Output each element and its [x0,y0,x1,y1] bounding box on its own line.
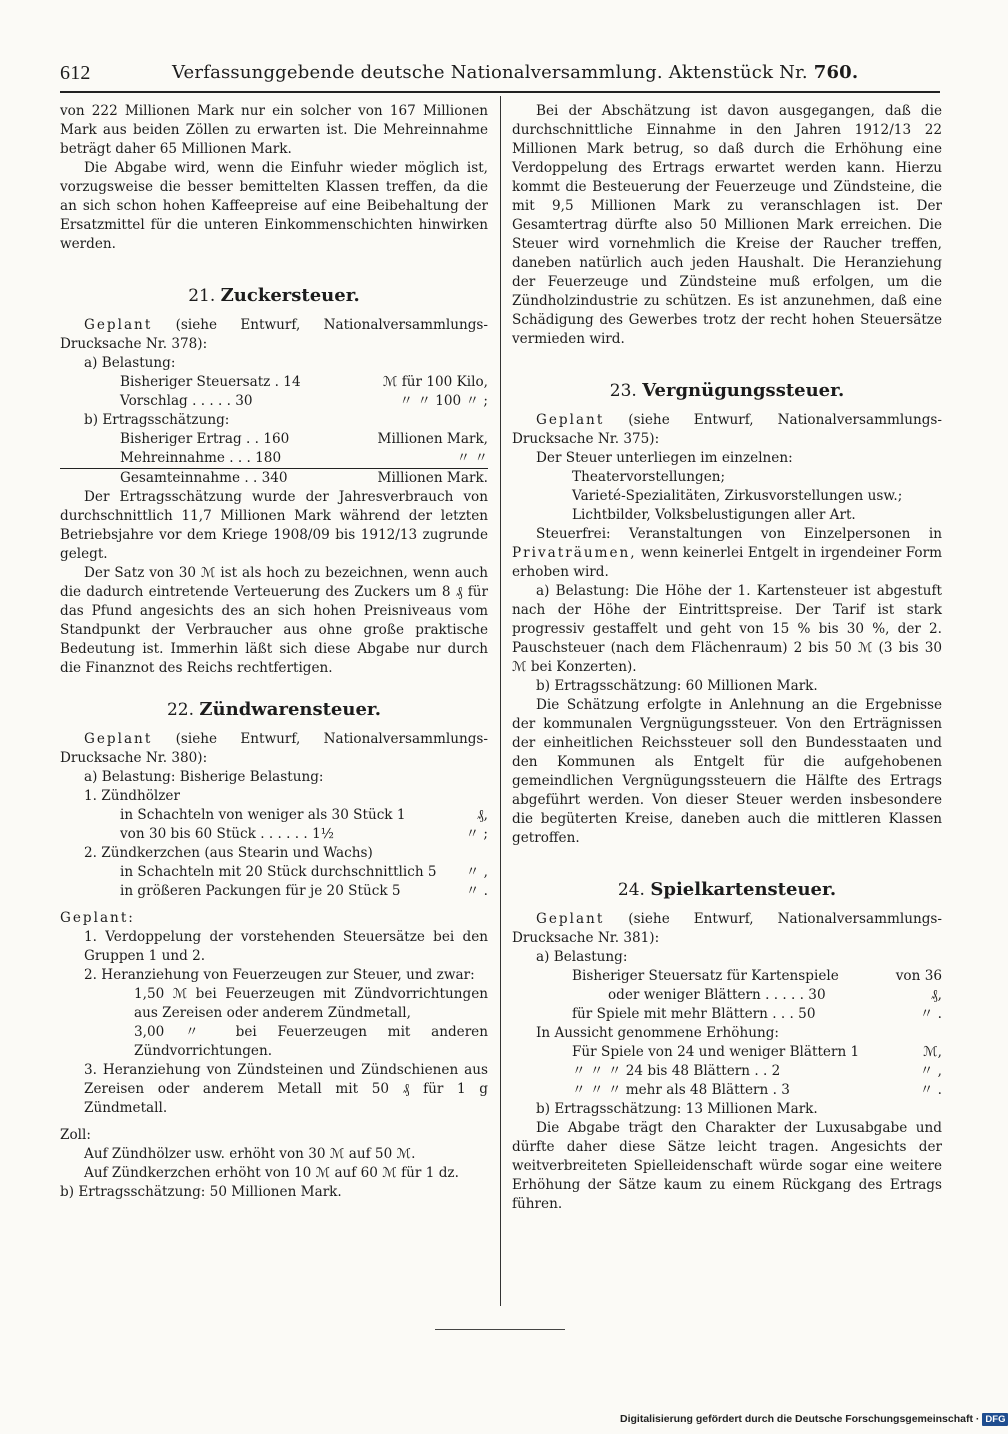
list-item: Lichtbilder, Volksbelustigungen aller Art. [572,507,856,523]
rate-row: in größeren Packungen für je 20 Stück 5 〃 . [120,883,488,899]
label: In Aussicht genommene Erhöhung: [536,1025,780,1041]
paragraph: Bei der Abschätzung ist davon ausgegangen, daß die durchschnittliche Einnahme in den Jahren 1912/13 22 Millionen Mark betrug, so daß durch die Erhöhung eine Verdoppelung des Ertrags erwartet werden kann. Hierzu kommt die Besteuerung der Feuerzeuge und Zündsteine, die mit 9,5 Millionen Mark zu veranschlagen ist. Der Gesamtertrag dürfte also 50 Millionen Mark erreichen. Die Steuer wird vornehmlich die Kreise der Raucher treffen, daneben natürlich auch jeden Haushalt. Die Heranziehung der Feuerzeuge und Zündsteine muß erfolgen, um die Zündholzindustrie zu schützen. Es ist anzunehmen, daß eine Schädigung des Gewerbes trotz der recht hohen Steuersätze vermieden wird. [512,103,942,347]
estimate-row: Mehreinnahme . . . 180 〃 〃 [60,449,488,469]
header-rule [60,91,940,93]
rate-row: 〃 〃 〃 mehr als 48 Blättern . 3 〃 . [572,1082,942,1098]
paragraph: von 222 Millionen Mark nur ein solcher von 167 Millionen Mark aus beiden Zöllen zu erwarten ist. Die Mehreinnahme beträgt daher 65 Millionen Mark. [60,103,488,157]
list-item: 3. Heranziehung von Zündsteinen und Zündschienen aus Zereisen oder anderem Metall mit 50 ₰ für 1 g Zündmetall. [84,1062,488,1116]
rate-row: in Schachteln mit 20 Stück durchschnittlich 5 〃 , [120,864,488,880]
label: b) Ertragsschätzung: 50 Millionen Mark. [60,1184,342,1200]
label: b) Ertragsschätzung: [84,412,230,428]
list-item: Auf Zündhölzer usw. erhöht von 30 ℳ auf 50 ℳ. [84,1146,416,1162]
rate-row: Bisheriger Steuersatz . 14 ℳ für 100 Kilo, [120,374,488,390]
paragraph: Der Satz von 30 ℳ ist als hoch zu bezeichnen, wenn auch die dadurch eintretende Verteuerung des Zuckers um 8 ₰ für das Pfund angesichts des an sich hohen Preisniveaus vom Standpunkt der Verbraucher aus ohne große praktische Bedeutung ist. Immerhin läßt sich diese Abgabe nur durch die Finanznot des Reichs rechtfertigen. [60,565,488,676]
label: Geplant: [60,910,135,926]
planned-line: Geplant (siehe Entwurf, Nationalversammlungs-Drucksache Nr. 375): [512,412,942,447]
list-subitem: 1,50 ℳ bei Feuerzeugen mit Zündvorrichtungen aus Zereisen oder anderem Zündmetall, [134,986,488,1021]
dfg-logo: DFG [982,1413,1008,1426]
planned-line: Geplant (siehe Entwurf, Nationalversammlungs-Drucksache Nr. 380): [60,731,488,766]
rate-row: Vorschlag . . . . . 30 〃 〃 100 〃 ; [120,393,488,409]
section-heading-24: 24. Spielkartensteuer. [617,879,837,900]
list-item: Auf Zündkerzchen erhöht von 10 ℳ auf 60 ℳ für 1 dz. [84,1165,459,1181]
paragraph: Die Abgabe wird, wenn die Einfuhr wieder möglich ist, vorzugsweise die besser bemittelten Klassen treffen, da die an sich schon hohen Kaffeepreise auf eine Beibehaltung der Ersatzmittel für die unteren Einkommenschichten hinwirken werden. [60,160,488,252]
planned-line: Geplant (siehe Entwurf, Nationalversammlungs-Drucksache Nr. 381): [512,911,942,946]
left-column [60,102,488,1202]
rate-row: Für Spiele von 24 und weniger Blättern 1 ℳ, [572,1044,942,1060]
column-divider [500,96,501,1306]
paragraph: a) Belastung: Die Höhe der 1. Kartensteuer ist abgestuft nach der Höhe der Eintrittspreise. Der Tarif ist stark progressiv gestaffelt und geht von 15 % bis 30 %, der 2. Pauschsteuer (nach dem Flächenraum) 2 bis 50 ℳ (3 bis 30 ℳ bei Konzerten). [512,583,942,675]
list-item: 2. Heranziehung von Feuerzeugen zur Steuer, und zwar: [84,967,475,983]
list-item: Theatervorstellungen; [572,469,726,485]
section-heading-21: 21. Zuckersteuer. [188,285,360,306]
estimate-total-row: Gesamteinnahme . . 340 Millionen Mark. [120,470,488,486]
paragraph: Die Schätzung erfolgte in Anlehnung an die Ergebnisse der kommunalen Vergnügungssteuer. Von den Erträgnissen der einheitlichen Reichssteuer soll den Bundesstaaten und den Kommunen als Entgelt für die aufgehobenen gemeindlichen Vergnügungssteuern die Hälfte des Ertrags abgeführt werden. Von dieser Steuer werden insbesondere die begüterten Kreise, daneben auch die mittleren Klassen getroffen. [512,697,942,846]
rate-row: für Spiele mit mehr Blättern . . . 50 〃 . [572,1006,942,1022]
estimate-row: Bisheriger Ertrag . . 160 Millionen Mark, [120,431,488,447]
section-heading-23: 23. Vergnügungssteuer. [609,380,845,401]
paragraph: Die Abgabe trägt den Charakter der Luxusabgabe und dürfte daher diese Sätze leicht tragen. Angesichts der weitverbreiteten Spielleidenschaft würde sogar eine weitere Erhöhung der Sätze kaum zu einem Rückgang des Ertrags führen. [512,1120,942,1212]
label: b) Ertragsschätzung: 13 Millionen Mark. [536,1101,818,1117]
section-heading-22: 22. Zündwarensteuer. [166,699,382,720]
page-header [60,58,940,90]
rate-row: 〃 〃 〃 24 bis 48 Blättern . . 2 〃 , [572,1063,942,1079]
label: Zoll: [60,1127,91,1143]
label: a) Belastung: Bisherige Belastung: [84,769,324,785]
digitization-credit: Digitalisierung gefördert durch die Deutsche Forschungsgemeinschaft · DFG [620,1413,960,1426]
running-title: Verfassunggebende deutsche Nationalversammlung. Aktenstück Nr. 760. [172,62,859,83]
paragraph: Der Ertragsschätzung wurde der Jahresverbrauch von durchschnittlich 11,7 Millionen Mark während der letzten Betriebsjahre vor dem Kriege 1908/09 bis 1912/13 zugrunde gelegt. [60,489,488,562]
paragraph: Steuerfrei: Veranstaltungen von Einzelpersonen in Privaträumen, wenn keinerlei Entgelt in irgendeiner Form erhoben wird. [512,526,943,580]
list-item: 1. Zündhölzer [84,788,180,804]
page-number: 612 [60,62,91,84]
label: b) Ertragsschätzung: 60 Millionen Mark. [536,678,818,694]
list-item: Varieté-Spezialitäten, Zirkusvorstellungen usw.; [572,488,903,504]
label: Der Steuer unterliegen im einzelnen: [536,450,793,466]
end-rule [435,1329,565,1330]
right-column [512,102,942,1214]
rate-row: von 30 bis 60 Stück . . . . . . 1½ 〃 ; [120,826,488,842]
label: a) Belastung: [84,355,176,371]
list-item: 1. Verdoppelung der vorstehenden Steuersätze bei den Gruppen 1 und 2. [84,929,488,964]
rate-row: oder weniger Blättern . . . . . 30 ₰, [608,987,942,1003]
list-subitem: 3,00 〃 bei Feuerzeugen mit anderen Zündvorrichtungen. [134,1024,488,1059]
rate-row: in Schachteln von weniger als 30 Stück 1 ₰, [120,807,488,823]
label: a) Belastung: [536,949,628,965]
list-item: 2. Zündkerzchen (aus Stearin und Wachs) [84,845,373,861]
document-number: 760. [813,62,859,83]
rate-row: Bisheriger Steuersatz für Kartenspiele von 36 [572,968,942,984]
planned-line: Geplant (siehe Entwurf, Nationalversammlungs-Drucksache Nr. 378): [60,317,488,352]
